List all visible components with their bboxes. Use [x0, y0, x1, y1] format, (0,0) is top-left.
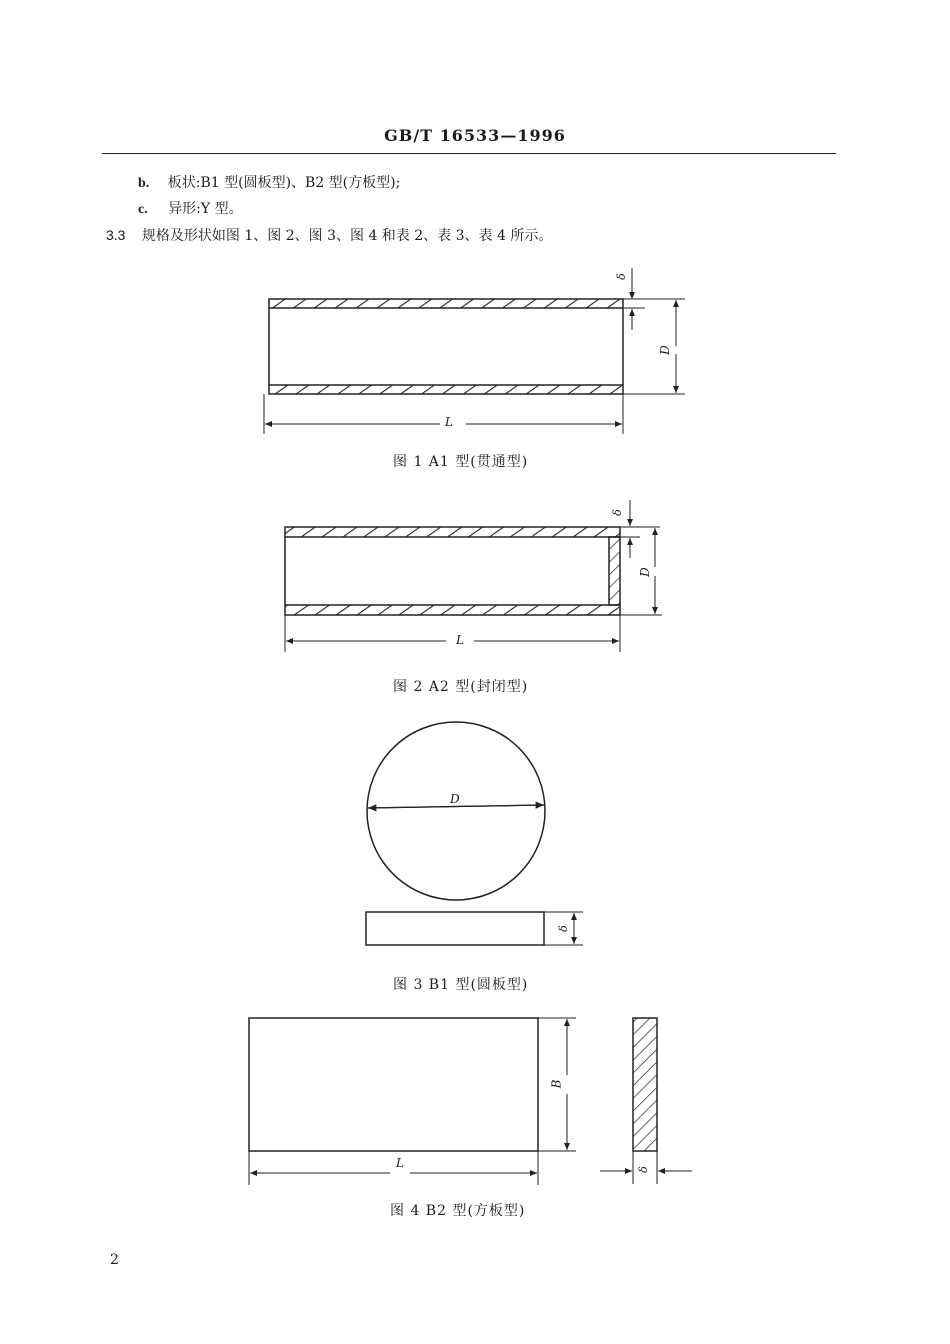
list-marker-c: c. — [138, 202, 148, 217]
fig3-side-view — [366, 912, 544, 945]
figure-1-drawing — [264, 268, 685, 434]
standard-header: GB/T 16533—1996 — [384, 126, 566, 145]
fig1-top-wall — [269, 299, 623, 308]
fig2-bottom-wall — [285, 605, 620, 615]
fig1-label-delta: δ — [614, 273, 628, 280]
fig2-end-cap — [609, 537, 620, 605]
fig1-label-D: D — [657, 345, 672, 355]
fig4-label-delta: δ — [636, 1166, 650, 1173]
fig4-side-section — [633, 1018, 657, 1151]
fig2-label-L: L — [456, 633, 464, 647]
section-number: 3.3 — [106, 227, 126, 243]
fig3-caption: 图 3 B1 型(圆板型) — [393, 977, 529, 993]
page-number: 2 — [110, 1252, 119, 1268]
fig3-circle — [367, 722, 545, 900]
fig4-label-B: B — [549, 1079, 564, 1089]
fig2-label-D: D — [637, 567, 652, 577]
fig4-plate — [249, 1018, 538, 1151]
figure-4-drawing — [249, 1018, 692, 1185]
fig3-label-delta: δ — [556, 925, 570, 932]
fig4-caption: 图 4 B2 型(方板型) — [390, 1203, 526, 1219]
fig2-top-wall — [285, 527, 620, 537]
fig4-label-L: L — [396, 1156, 404, 1170]
list-text-c: 异形:Y 型。 — [168, 201, 243, 217]
fig1-label-L: L — [445, 415, 453, 429]
section-text: 规格及形状如图 1、图 2、图 3、图 4 和表 2、表 3、表 4 所示。 — [141, 228, 553, 244]
fig1-caption: 图 1 A1 型(贯通型) — [393, 454, 529, 470]
fig3-label-D: D — [450, 792, 460, 806]
fig2-label-delta: δ — [610, 509, 624, 516]
list-text-b: 板状:B1 型(圆板型)、B2 型(方板型); — [167, 175, 401, 191]
fig2-caption: 图 2 A2 型(封闭型) — [393, 679, 529, 695]
figure-2-drawing — [285, 500, 662, 652]
list-marker-b: b. — [138, 176, 150, 191]
fig1-bottom-wall — [269, 385, 623, 394]
figure-3-drawing — [366, 722, 583, 945]
